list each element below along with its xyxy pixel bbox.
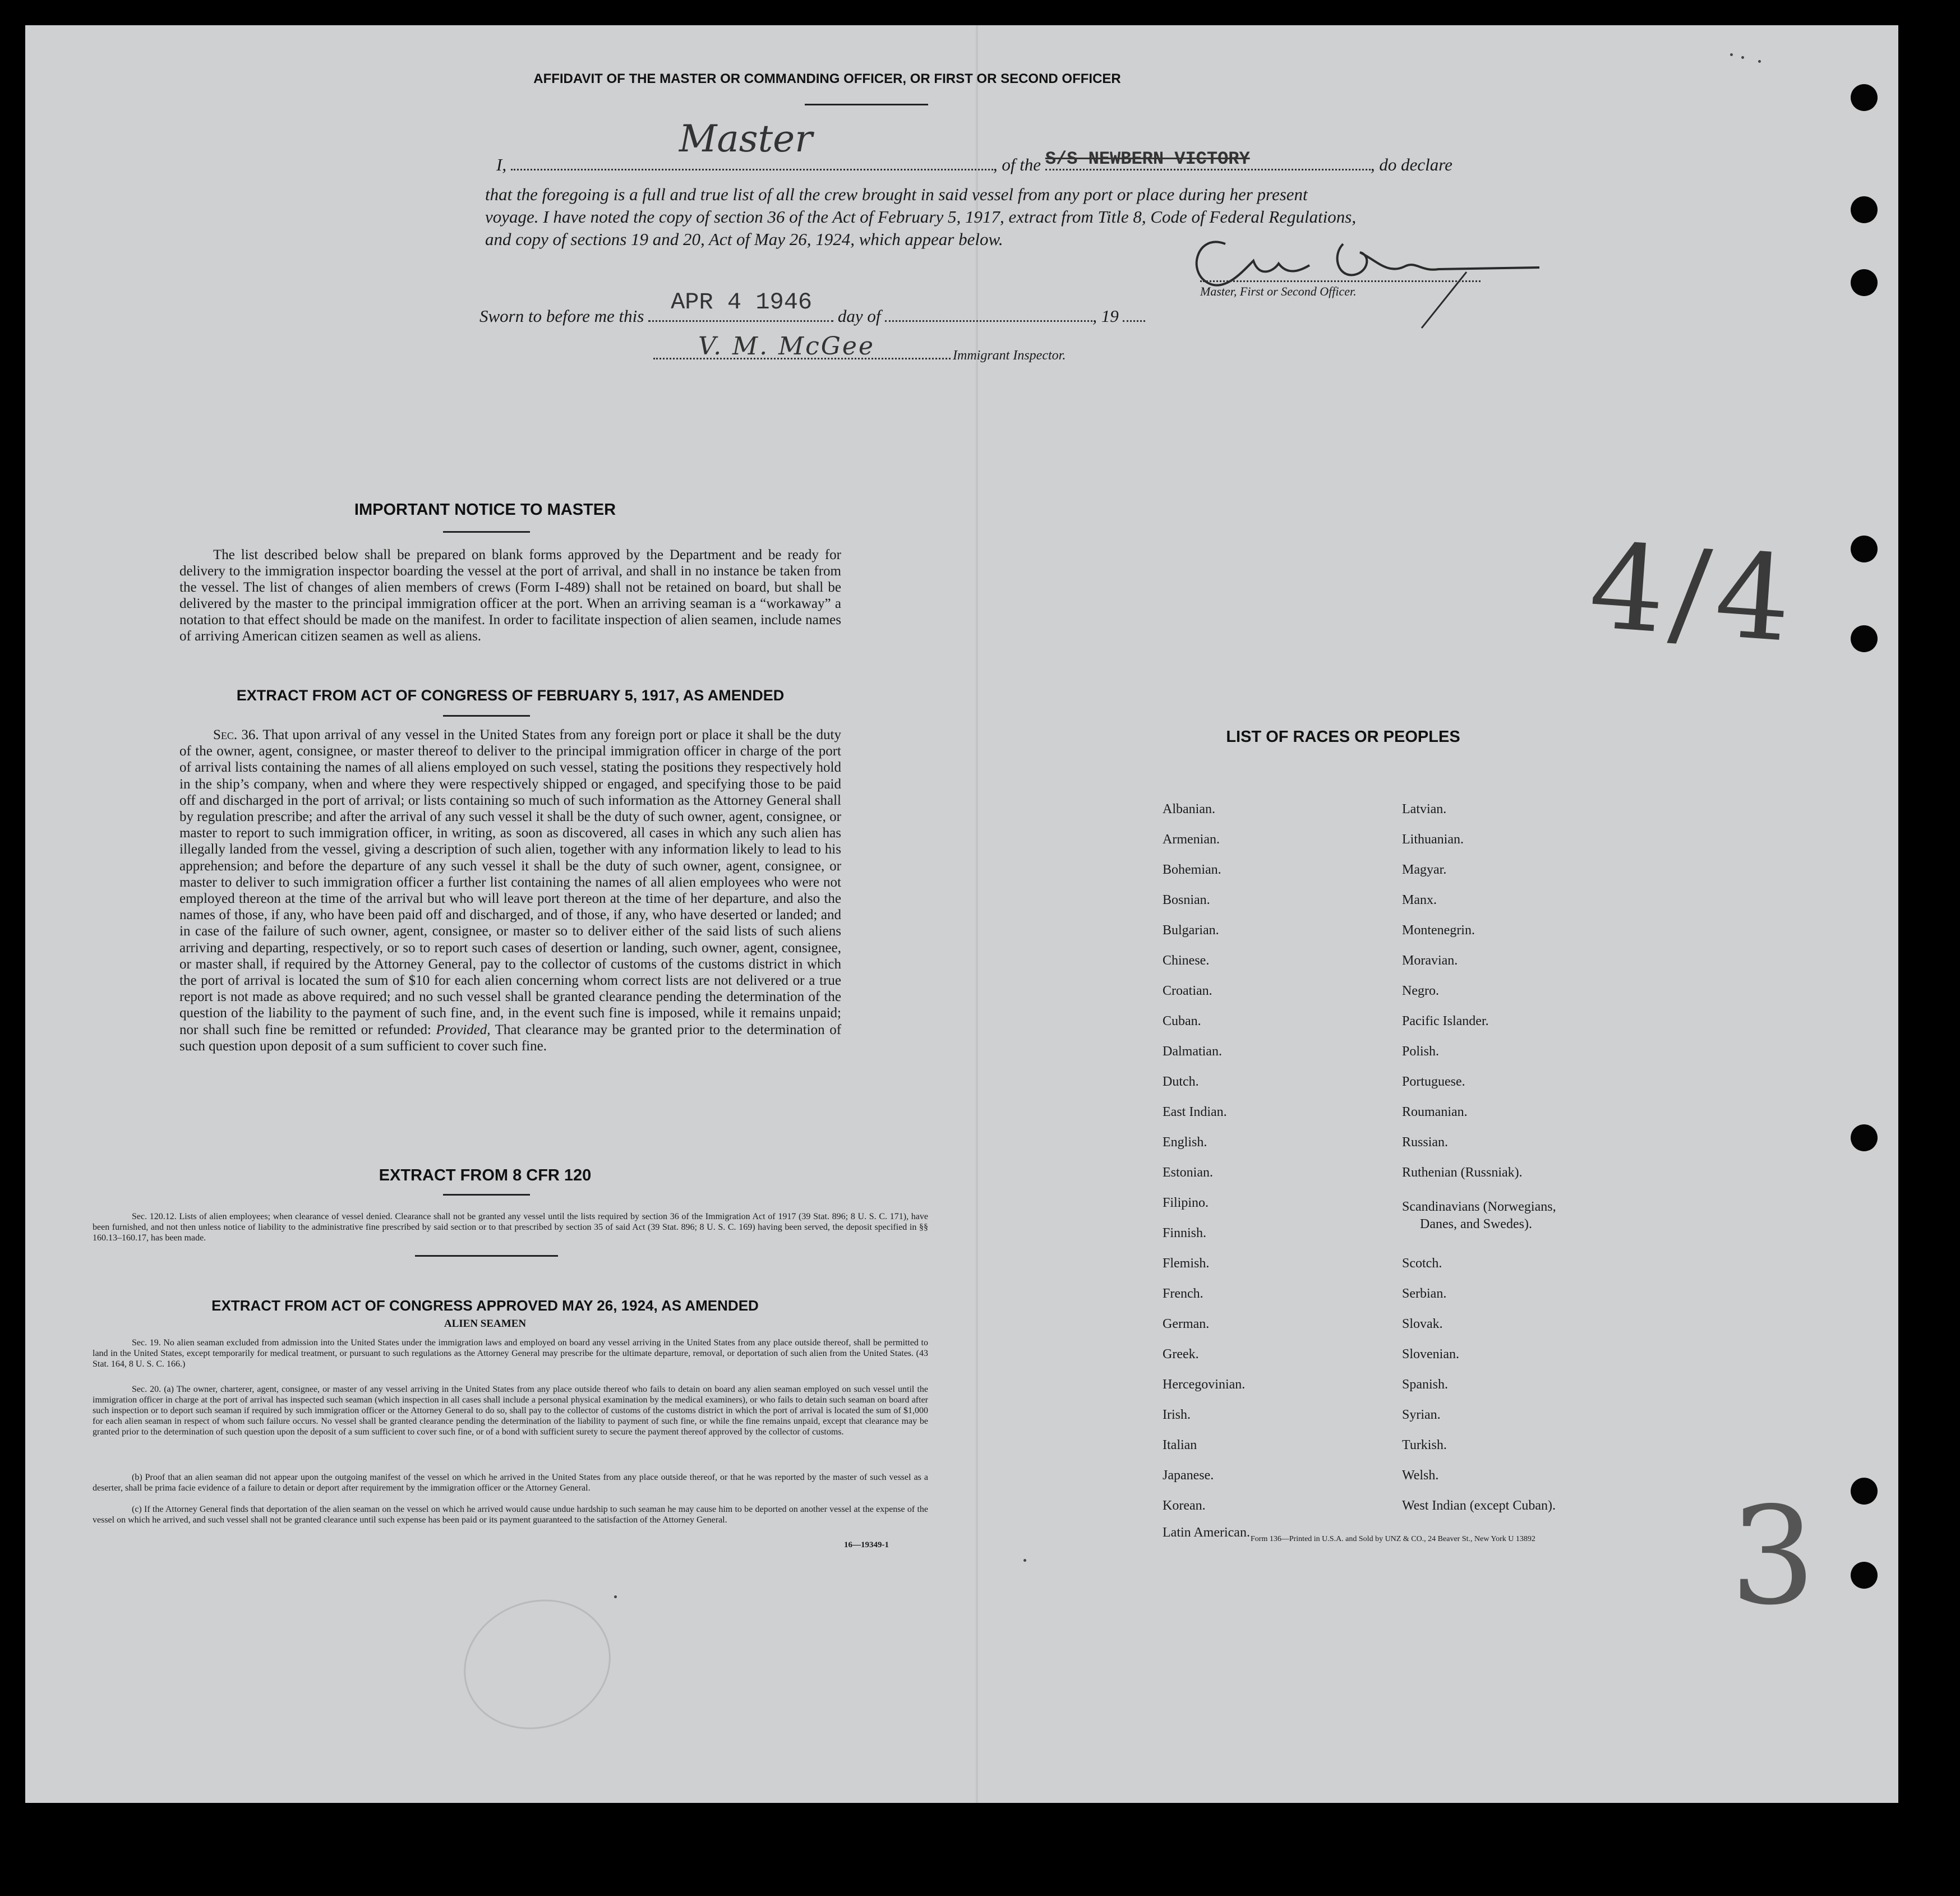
- year-prefix: , 19: [1092, 306, 1119, 326]
- race-item: Japanese.: [1163, 1468, 1214, 1483]
- speck: [614, 1595, 617, 1598]
- punch-hole: [1851, 1478, 1878, 1505]
- master-name-field: [511, 117, 993, 170]
- sec-20a-text: Sec. 20. (a) The owner, charterer, agent, consignee, or master of any vessel arriving in the United States from any place outside thereof who fails to detain on board any alien seaman employed on such vessel until the immigration officer in charge at the port of arrival has inspected such seaman (which inspection in all cases shall include a personal physical examination by the medical examiners), or who fails to detain such seaman on board after such inspection or to deport such seaman if required by such immigration officer or the Attorney General to do so, shall pay to the collector of customs of the customs district in which the port of arrival is located the sum of $1,000 for each alien seaman in respect of whom such failure occurs. No vessel shall be granted clearance pending the determination of the liability to payment of such fine, or while the fine remains unpaid, except that clearance may be granted prior to the determination of such question upon the deposit of a sum sufficient to cover such fine, or of a bond with sufficient surety to secure the payment thereof approved by the collector of customs.: [93, 1385, 928, 1437]
- race-item: Bosnian.: [1163, 893, 1210, 907]
- punch-hole: [1851, 196, 1878, 223]
- race-item: Latin American.: [1163, 1525, 1250, 1540]
- handwritten-sheet-number: 3: [1730, 1478, 1816, 1635]
- race-item: Bulgarian.: [1163, 923, 1219, 938]
- master-signature: [1175, 222, 1556, 334]
- vessel-name: S/S NEWBERN VICTORY: [1045, 149, 1250, 169]
- race-item: Spanish.: [1402, 1377, 1449, 1392]
- race-item: Hercegovinian.: [1163, 1377, 1246, 1392]
- faint-seal-stamp: [445, 1579, 629, 1749]
- sec-36-text-end: That clearance may be granted prior to the determination of such question upon deposit of a sum sufficient to cover such fine.: [179, 1022, 842, 1054]
- race-item: Cuban.: [1163, 1014, 1201, 1028]
- alien-seamen-subheading: ALIEN SEAMEN: [444, 1318, 527, 1330]
- affidavit-body-line: that the foregoing is a full and true list of all the crew brought in said vessel from any port or place during her present: [485, 184, 1308, 204]
- race-item: Slovenian.: [1402, 1347, 1459, 1362]
- sec-20c-text: (c) If the Attorney General finds that deportation of the alien seaman on the vessel on which he arrived would cause undue hardship to such seaman he may cause him to be deported on another vessel at the expense of the vessel on which he arrived, and such vessel shall not be granted clearance until such expense has been paid or its payment guaranteed to the satisfaction of the Attorney General.: [93, 1505, 928, 1525]
- sec-36-text: That upon arrival of any vessel in the United States from any foreign port or place it shall be the duty of the owner, agent, consignee, or master thereof to deliver to the principal immigration officer in charge of the port of arrival lists containing the names of all aliens employed on such vessel, stating the positions they respectively hold in the ship’s company, when and where they were respectively shipped or engaged, and specifying those to be paid off and discharged in the port of arrival; or lists containing so much of such information as the Attorney General shall by regulation prescribe; and after the arrival of any such vessel it shall be the duty of such owner, agent, consignee, or master to report to such immigration officer, in writing, as soon as discovered, all cases in which any such alien has illegally landed from the vessel, giving a description of such alien, together with any information likely to lead to his apprehension; and before the departure of any such vessel it shall be the duty of such owner, agent, consignee, or master to deliver to such immigration officer a further list containing the names of all alien employees who were not employed thereon at the time of the arrival but who will leave port thereon at the time of her departure, and also the names of those, if any, who have been paid off and discharged, and of those, if any, who have deserted or landed; and in case of the failure of such owner, agent, consignee, or master so to deliver either of the said lists of such aliens arriving and departing, respectively, or so to report such cases of desertion or landing, such owner, agent, consignee, or master shall, if required by the Attorney General, pay to the collector of customs of the customs district in which the port of arrival is located the sum of $10 for each alien concerning whom correct lists are not delivered or a true report is not made as above required; and no such vessel shall be granted clearance pending the determination of the question of the liability to the payment of such fine, and, in the event such fine is imposed, while it remains unpaid; nor shall such fine be remitted or refunded:: [179, 727, 841, 1037]
- race-item: French.: [1163, 1286, 1203, 1301]
- handwritten-page-count: 4/4: [1585, 517, 1801, 669]
- sec-20b-text: (b) Proof that an alien seaman did not appear upon the outgoing manifest of the vessel on which he arrived in the United States from any place outside thereof, or that he was reported by the master of such vessel as a deserter, shall be prima facie evidence of a failure to detain or deport after requirement by the immigration officer or the Attorney General.: [93, 1473, 928, 1493]
- printer-footer: Form 136—Printed in U.S.A. and Sold by UNZ & CO., 24 Beaver St., New York U 13892: [1251, 1535, 1535, 1543]
- race-item: Portuguese.: [1402, 1074, 1465, 1089]
- punch-hole: [1851, 536, 1878, 562]
- race-item: Scotch.: [1402, 1256, 1442, 1271]
- affidavit-body-line: voyage. I have noted the copy of section 36 of the Act of February 5, 1917, extract from Title 8, Code of Federal Regulations,: [485, 207, 1357, 227]
- day-of-label: day of: [837, 306, 881, 326]
- page-fold: [976, 25, 978, 1803]
- heading-rule: [805, 104, 928, 105]
- signature-caption: Master, First or Second Officer.: [1200, 280, 1481, 299]
- race-item: Danes, and Swedes).: [1420, 1217, 1532, 1231]
- affidavit-declare-line: [496, 117, 1517, 175]
- race-item: Armenian.: [1163, 832, 1220, 847]
- race-item: Dutch.: [1163, 1074, 1199, 1089]
- race-item: Korean.: [1163, 1498, 1206, 1513]
- punch-hole: [1851, 625, 1878, 652]
- form-sheet: [25, 25, 1898, 1803]
- extract-1917-heading: EXTRACT FROM ACT OF CONGRESS OF FEBRUARY 5, 1917, AS AMENDED: [236, 687, 785, 704]
- punch-hole: [1851, 1124, 1878, 1151]
- race-item: Manx.: [1402, 893, 1437, 907]
- i-label: I,: [496, 155, 507, 174]
- race-item: Polish.: [1402, 1044, 1440, 1059]
- do-declare-label: , do declare: [1370, 155, 1452, 174]
- race-item: East Indian.: [1163, 1105, 1227, 1119]
- race-item: Welsh.: [1402, 1468, 1439, 1483]
- race-item: Estonian.: [1163, 1165, 1213, 1180]
- race-item: Magyar.: [1402, 862, 1447, 877]
- speck: [1758, 60, 1761, 63]
- race-item: Finnish.: [1163, 1226, 1207, 1240]
- race-item: Negro.: [1402, 984, 1439, 998]
- extract-1917-rule: [443, 715, 530, 717]
- race-item: Lithuanian.: [1402, 832, 1464, 847]
- race-item: West Indian (except Cuban).: [1402, 1498, 1556, 1513]
- inspector-signature-field: [653, 332, 951, 361]
- race-item: Montenegrin.: [1402, 923, 1475, 938]
- race-item: Serbian.: [1402, 1286, 1447, 1301]
- extract-1917-body: [179, 727, 841, 1054]
- race-item: Pacific Islander.: [1402, 1014, 1489, 1028]
- race-item: Dalmatian.: [1163, 1044, 1222, 1059]
- affidavit-heading: AFFIDAVIT OF THE MASTER OR COMMANDING OFFICER, OR FIRST OR SECOND OFFICER: [533, 71, 1121, 86]
- speck: [1730, 53, 1733, 56]
- race-item: Albanian.: [1163, 802, 1215, 816]
- inspector-caption: Immigrant Inspector.: [953, 348, 1066, 363]
- sworn-day-field: [648, 289, 833, 322]
- race-item: Croatian.: [1163, 984, 1212, 998]
- sworn-year-field: [1123, 301, 1145, 322]
- race-item: English.: [1163, 1135, 1207, 1150]
- race-item: Ruthenian (Russniak).: [1402, 1165, 1523, 1180]
- provided-word: Provided,: [436, 1022, 491, 1037]
- race-item: Scandinavians (Norwegians,: [1402, 1200, 1556, 1214]
- race-item: Irish.: [1163, 1408, 1191, 1422]
- sec-19-text: Sec. 19. No alien seaman excluded from admission into the United States under the immigration laws and employed on board any vessel arriving in the United States from any place outside thereof, shall be permitted to land in the United States, except temporarily for medical treatment, or pursuant to such regulations as the Attorney General may prescribe for the ultimate departure, removal, or deportation of such alien from the United States. (43 Stat. 164, 8 U. S. C. 166.): [93, 1338, 928, 1369]
- notice-heading: IMPORTANT NOTICE TO MASTER: [354, 501, 616, 519]
- date-stamp: APR 4 1946: [671, 289, 813, 316]
- race-item: Russian.: [1402, 1135, 1449, 1150]
- punch-hole: [1851, 1562, 1878, 1589]
- notice-rule: [443, 531, 530, 533]
- inspector-signature: V. M. McGee: [698, 332, 875, 361]
- race-item: Bohemian.: [1163, 862, 1221, 877]
- race-item: Turkish.: [1402, 1438, 1447, 1452]
- divider-rule: [415, 1255, 558, 1257]
- race-item: Greek.: [1163, 1347, 1199, 1362]
- punch-hole: [1851, 84, 1878, 111]
- form-code: 16—19349-1: [844, 1540, 889, 1549]
- extract-cfr-body: Sec. 120.12. Lists of alien employees; when clearance of vessel denied. Clearance shall not be granted any vessel until the lists required by section 36 of the Immigration Act of 1917 (39 Stat. 896; 8 U. S. C. 171), have been furnished, and not then unless notice of liability to the administrative fine prescribed by said section or to that prescribed by section 35 of said Act (39 Stat. 896; 8 U. S. C. 169) having been served, the deposit specified in §§ 160.13–160.17, has been made.: [93, 1212, 928, 1243]
- sec-36-label: Sec. 36.: [213, 727, 259, 742]
- notice-body: The list described below shall be prepared on blank forms approved by the Department and be ready for delivery to the immigration inspector boarding the vessel at the port of arrival, and shall in no instance be taken from the vessel. The list of changes of alien members of crews (Form I-489) shall not be retained on board, but shall be delivered by the master to the principal immigration officer at the port. When an arriving seaman is a “workaway” a notation to that effect should be made on the manifest. In order to facilitate inspection of alien seamen, include names of arriving American citizen seamen as well as aliens.: [179, 547, 841, 644]
- race-item: Moravian.: [1402, 953, 1458, 968]
- sworn-month-field: [885, 301, 1092, 322]
- race-item: Chinese.: [1163, 953, 1210, 968]
- speck: [1741, 56, 1744, 59]
- punch-hole: [1851, 269, 1878, 296]
- races-heading: LIST OF RACES OR PEOPLES: [1226, 728, 1460, 746]
- race-item: Flemish.: [1163, 1256, 1210, 1271]
- vessel-name-field: [1045, 150, 1371, 170]
- race-item: German.: [1163, 1317, 1210, 1331]
- race-item: Slovak.: [1402, 1317, 1443, 1331]
- extract-cfr-rule: [443, 1194, 530, 1196]
- sworn-line: [479, 289, 1186, 326]
- extract-1924-heading: EXTRACT FROM ACT OF CONGRESS APPROVED MAY 26, 1924, AS AMENDED: [211, 1297, 759, 1314]
- of-the-label: , of the: [993, 155, 1041, 174]
- race-item: Syrian.: [1402, 1408, 1441, 1422]
- speck: [1023, 1559, 1026, 1562]
- race-item: Roumanian.: [1402, 1105, 1468, 1119]
- inspector-line: [653, 332, 1158, 363]
- affidavit-body-line: and copy of sections 19 and 20, Act of May 26, 1924, which appear below.: [485, 229, 1003, 249]
- master-name-handwritten: Master: [679, 117, 813, 160]
- race-item: Italian: [1163, 1438, 1197, 1452]
- race-item: Filipino.: [1163, 1196, 1209, 1210]
- extract-cfr-heading: EXTRACT FROM 8 CFR 120: [379, 1166, 592, 1184]
- sworn-label: Sworn to before me this: [479, 306, 644, 326]
- race-item: Latvian.: [1402, 802, 1447, 816]
